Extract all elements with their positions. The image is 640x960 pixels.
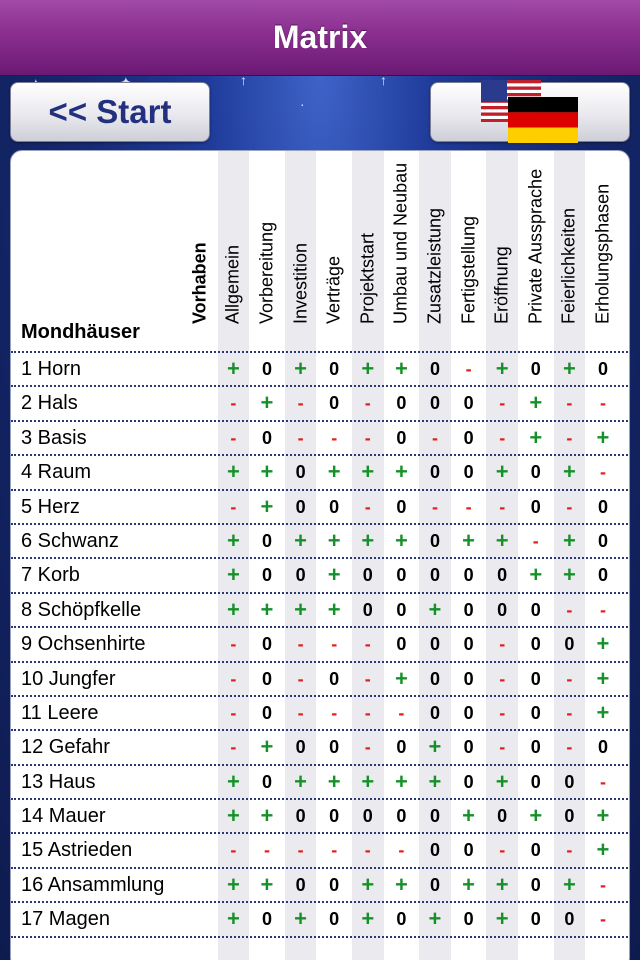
rating-cell: 0 <box>463 462 474 483</box>
table-row[interactable] <box>11 663 630 697</box>
rating-cell: 0 <box>396 599 407 620</box>
star-icon: ↑ <box>380 72 387 88</box>
rating-cell: - <box>465 496 472 517</box>
rating-cell: + <box>529 562 543 588</box>
column-header-label: Vorhaben <box>189 242 210 324</box>
rating-cell: + <box>428 768 442 794</box>
rating-cell: + <box>462 527 476 553</box>
rating-cell: 0 <box>396 634 407 655</box>
rating-cell: + <box>462 803 476 829</box>
rating-cell: + <box>394 768 408 794</box>
rating-cell: 0 <box>564 771 575 792</box>
column-header-label: Verträge <box>323 255 344 324</box>
rating-cell: + <box>226 356 240 381</box>
rating-cell: 0 <box>261 530 272 551</box>
column-header <box>217 151 251 351</box>
column-header-label: Zusatzleistung <box>424 207 445 324</box>
column-header <box>351 151 385 351</box>
rating-cell: + <box>428 596 442 622</box>
table-row[interactable] <box>11 491 630 525</box>
rating-cell: 0 <box>530 840 541 861</box>
rating-cell: 0 <box>396 565 407 586</box>
rating-cell: + <box>361 459 375 485</box>
rating-cell: 0 <box>329 909 340 930</box>
title-bar <box>0 0 640 76</box>
rating-cell: 0 <box>295 874 306 895</box>
rating-cell: + <box>327 459 341 485</box>
rating-cell: - <box>230 840 237 861</box>
language-toggle-button[interactable] <box>430 82 630 142</box>
rating-cell: - <box>499 427 506 448</box>
rating-cell: - <box>566 737 573 758</box>
column-header-label: Umbau und Neubau <box>390 162 411 324</box>
rating-cell: - <box>431 427 438 448</box>
table-row[interactable] <box>11 456 630 490</box>
rating-cell: - <box>230 427 237 448</box>
rating-cell: + <box>327 596 341 622</box>
rating-cell: + <box>462 871 476 897</box>
rating-cell: 0 <box>295 737 306 758</box>
rating-cell: - <box>599 771 606 792</box>
rating-cell: + <box>394 527 408 553</box>
table-row[interactable] <box>11 697 630 731</box>
rating-cell: 0 <box>396 909 407 930</box>
rating-cell: 0 <box>396 393 407 414</box>
rating-cell: 0 <box>396 496 407 517</box>
column-header-label: Projektstart <box>357 232 378 324</box>
rating-cell: 0 <box>463 840 474 861</box>
rating-cell: 0 <box>429 634 440 655</box>
rating-cell: 0 <box>530 737 541 758</box>
table-row[interactable] <box>11 834 630 868</box>
rating-cell: 0 <box>362 599 373 620</box>
rating-cell: 0 <box>597 359 608 379</box>
rating-cell: 0 <box>429 806 440 827</box>
rating-cell: - <box>566 702 573 723</box>
rating-cell: - <box>499 496 506 517</box>
row-name: 14 Mauer <box>21 805 106 828</box>
table-body <box>11 353 630 938</box>
row-name: 9 Ochsenhirte <box>21 633 146 656</box>
start-button-label: << Start <box>48 93 172 130</box>
rating-cell: 0 <box>429 840 440 861</box>
rating-cell: - <box>230 496 237 517</box>
rating-cell: 0 <box>463 634 474 655</box>
rating-cell: - <box>566 840 573 861</box>
rating-cell: - <box>431 496 438 517</box>
rating-cell: + <box>260 734 274 760</box>
table-row[interactable] <box>11 559 630 593</box>
row-name: 2 Hals <box>21 392 78 415</box>
rating-cell: - <box>499 634 506 655</box>
rating-cell: + <box>596 424 610 450</box>
rating-cell: - <box>364 634 371 655</box>
row-header-label: Mondhäuser <box>21 321 140 343</box>
rating-cell: 0 <box>564 634 575 655</box>
column-header-label: Feierlichkeiten <box>558 207 579 324</box>
rating-cell: - <box>566 668 573 689</box>
rating-cell: 0 <box>530 909 541 930</box>
rating-cell: + <box>294 356 308 381</box>
rating-cell: 0 <box>429 668 440 689</box>
rating-cell: 0 <box>261 668 272 689</box>
rating-cell: - <box>566 496 573 517</box>
rating-cell: 0 <box>597 496 608 517</box>
star-icon: ↑ <box>240 72 247 88</box>
table-row[interactable] <box>11 800 630 834</box>
matrix-table <box>10 150 630 960</box>
row-name: 7 Korb <box>21 564 80 587</box>
table-row[interactable] <box>11 766 630 800</box>
rating-cell: + <box>226 871 240 897</box>
rating-cell: - <box>566 599 573 620</box>
rating-cell: 0 <box>261 565 272 586</box>
rating-cell: 0 <box>530 668 541 689</box>
rating-cell: + <box>226 527 240 553</box>
table-row[interactable] <box>11 525 630 559</box>
rating-cell: + <box>294 768 308 794</box>
rating-cell: 0 <box>261 634 272 655</box>
rating-cell: 0 <box>463 702 474 723</box>
rating-cell: + <box>596 631 610 657</box>
rating-cell: - <box>297 668 304 689</box>
rating-cell: 0 <box>530 462 541 483</box>
column-header <box>452 151 486 351</box>
rating-cell: 0 <box>429 393 440 414</box>
row-name: 17 Magen <box>21 908 110 931</box>
rating-cell: 0 <box>463 427 474 448</box>
rating-cell: 0 <box>261 771 272 792</box>
rating-cell: 0 <box>429 565 440 586</box>
row-name: 8 Schöpfkelle <box>21 598 142 621</box>
column-header <box>418 151 452 351</box>
rating-cell: - <box>364 496 371 517</box>
rating-cell: + <box>495 356 509 381</box>
rating-cell: + <box>226 562 240 588</box>
rating-cell: 0 <box>530 702 541 723</box>
rating-cell: - <box>297 427 304 448</box>
rating-cell: 0 <box>429 530 440 551</box>
rating-cell: 0 <box>497 565 508 586</box>
rating-cell: 0 <box>362 565 373 586</box>
rating-cell: 0 <box>463 393 474 414</box>
rating-cell: - <box>599 393 606 414</box>
rating-cell: + <box>495 871 509 897</box>
rating-cell: + <box>394 459 408 485</box>
column-header <box>553 151 587 351</box>
rating-cell: - <box>499 393 506 414</box>
rating-cell: 0 <box>329 496 340 517</box>
rating-cell: + <box>529 803 543 829</box>
rating-cell: + <box>596 699 610 725</box>
rating-cell: + <box>394 871 408 897</box>
row-name: 3 Basis <box>21 426 87 449</box>
rating-cell: - <box>297 840 304 861</box>
column-header <box>250 151 284 351</box>
table-row[interactable] <box>11 353 630 387</box>
row-name: 10 Jungfer <box>21 667 116 690</box>
rating-cell: - <box>263 840 270 861</box>
rating-cell: 0 <box>261 702 272 723</box>
rating-cell: 0 <box>463 771 474 792</box>
row-name: 16 Ansammlung <box>21 873 165 896</box>
rating-cell: + <box>361 527 375 553</box>
rating-cell: 0 <box>329 359 340 379</box>
rating-cell: + <box>495 459 509 485</box>
rating-cell: + <box>226 906 240 932</box>
row-name: 12 Gefahr <box>21 736 110 759</box>
rating-cell: + <box>596 665 610 691</box>
rating-cell: + <box>562 356 576 381</box>
table-row[interactable] <box>11 387 630 421</box>
rating-cell: + <box>394 665 408 691</box>
rating-cell: 0 <box>396 427 407 448</box>
column-header <box>317 151 351 351</box>
rating-cell: 0 <box>497 806 508 827</box>
rating-cell: 0 <box>329 393 340 414</box>
rating-cell: + <box>495 527 509 553</box>
row-name: 11 Leere <box>21 701 99 724</box>
rating-cell: - <box>364 702 371 723</box>
rating-cell: 0 <box>463 599 474 620</box>
rating-cell: - <box>331 840 338 861</box>
rating-cell: + <box>495 768 509 794</box>
rating-cell: + <box>394 356 408 381</box>
column-header <box>485 151 519 351</box>
rating-cell: + <box>361 871 375 897</box>
rating-cell: 0 <box>463 668 474 689</box>
rating-cell: + <box>294 596 308 622</box>
rating-cell: 0 <box>497 599 508 620</box>
rating-cell: - <box>566 427 573 448</box>
rating-cell: + <box>361 906 375 932</box>
rating-cell: 0 <box>329 806 340 827</box>
rating-cell: + <box>260 803 274 829</box>
rating-cell: - <box>599 874 606 895</box>
rating-cell: + <box>562 527 576 553</box>
rating-cell: - <box>331 427 338 448</box>
rating-cell: 0 <box>295 462 306 483</box>
rating-cell: - <box>499 737 506 758</box>
rating-cell: + <box>562 871 576 897</box>
rating-cell: 0 <box>564 909 575 930</box>
rating-cell: 0 <box>597 530 608 551</box>
rating-cell: - <box>230 668 237 689</box>
rating-cell: + <box>226 596 240 622</box>
rating-cell: 0 <box>295 496 306 517</box>
rating-cell: + <box>596 837 610 863</box>
column-header-label: Erholungsphasen <box>592 183 613 324</box>
rating-cell: - <box>499 840 506 861</box>
rating-cell: - <box>331 702 338 723</box>
row-name: 1 Horn <box>21 358 82 380</box>
rating-cell: - <box>398 840 405 861</box>
row-name: 4 Raum <box>21 461 92 484</box>
table-header <box>11 151 630 351</box>
column-header <box>284 151 318 351</box>
rating-cell: + <box>294 906 308 932</box>
rating-cell: 0 <box>329 874 340 895</box>
rating-cell: 0 <box>396 806 407 827</box>
rating-cell: - <box>566 393 573 414</box>
rating-cell: - <box>398 702 405 723</box>
rating-cell: + <box>361 768 375 794</box>
row-name: 13 Haus <box>21 770 96 793</box>
rating-cell: 0 <box>530 634 541 655</box>
rating-cell: + <box>596 803 610 829</box>
rating-cell: 0 <box>564 806 575 827</box>
table-row[interactable] <box>11 422 630 456</box>
rating-cell: - <box>599 909 606 930</box>
rating-cell: + <box>428 734 442 760</box>
rating-cell: - <box>230 634 237 655</box>
rating-cell: - <box>297 393 304 414</box>
rating-cell: 0 <box>429 462 440 483</box>
rating-cell: + <box>562 459 576 485</box>
rating-cell: - <box>364 737 371 758</box>
table-row[interactable] <box>11 731 630 765</box>
rating-cell: 0 <box>463 909 474 930</box>
rating-cell: 0 <box>396 737 407 758</box>
column-header-label: Eröffnung <box>491 246 512 324</box>
rating-cell: - <box>297 702 304 723</box>
rating-cell: 0 <box>463 565 474 586</box>
rating-cell: + <box>294 527 308 553</box>
rating-cell: + <box>226 459 240 485</box>
rating-cell: - <box>532 530 539 551</box>
rating-cell: - <box>297 634 304 655</box>
column-header <box>183 151 217 351</box>
rating-cell: - <box>499 702 506 723</box>
column-header <box>519 151 553 351</box>
rating-cell: + <box>226 803 240 829</box>
rating-cell: - <box>331 634 338 655</box>
row-name: 6 Schwanz <box>21 529 119 552</box>
rating-cell: 0 <box>429 874 440 895</box>
rating-cell: + <box>260 596 274 622</box>
rating-cell: - <box>499 668 506 689</box>
rating-cell: + <box>529 424 543 450</box>
rating-cell: 0 <box>530 359 541 379</box>
row-name: 5 Herz <box>21 495 80 518</box>
rating-cell: + <box>361 356 375 381</box>
rating-cell: - <box>364 840 371 861</box>
table-row[interactable] <box>11 869 630 903</box>
column-header-label: Investition <box>290 242 311 324</box>
rating-cell: - <box>364 668 371 689</box>
rating-cell: + <box>327 562 341 588</box>
column-header-label: Allgemein <box>222 244 243 324</box>
rating-cell: + <box>260 459 274 485</box>
rating-cell: 0 <box>530 496 541 517</box>
table-row[interactable] <box>11 594 630 628</box>
rating-cell: + <box>495 906 509 932</box>
rating-cell: - <box>465 359 472 379</box>
rating-cell: - <box>599 462 606 483</box>
rating-cell: - <box>230 737 237 758</box>
rating-cell: 0 <box>530 771 541 792</box>
table-row[interactable] <box>11 903 630 937</box>
rating-cell: + <box>260 493 274 519</box>
rating-cell: + <box>562 562 576 588</box>
rating-cell: + <box>260 390 274 416</box>
rating-cell: 0 <box>329 668 340 689</box>
star-icon: · <box>300 96 305 112</box>
start-button[interactable] <box>10 82 210 142</box>
flag-de-icon <box>508 97 578 143</box>
table-row[interactable] <box>11 628 630 662</box>
rating-cell: + <box>327 527 341 553</box>
rating-cell: + <box>260 871 274 897</box>
rating-cell: - <box>364 427 371 448</box>
rating-cell: 0 <box>261 427 272 448</box>
rating-cell: + <box>226 768 240 794</box>
rating-cell: 0 <box>530 599 541 620</box>
rating-cell: + <box>327 768 341 794</box>
rating-cell: + <box>529 390 543 416</box>
column-header-label: Fertigstellung <box>458 215 479 324</box>
rating-cell: 0 <box>463 737 474 758</box>
rating-cell: - <box>599 599 606 620</box>
column-header <box>586 151 620 351</box>
rating-cell: 0 <box>597 565 608 586</box>
rating-cell: - <box>230 702 237 723</box>
column-header-label: Private Aussprache <box>525 168 546 324</box>
column-header <box>385 151 419 351</box>
rating-cell: + <box>428 906 442 932</box>
rating-cell: 0 <box>362 806 373 827</box>
rating-cell: 0 <box>261 909 272 930</box>
rating-cell: - <box>364 393 371 414</box>
rating-cell: 0 <box>530 874 541 895</box>
column-header-label: Vorbereitung <box>256 221 277 324</box>
rating-cell: 0 <box>295 565 306 586</box>
rating-cell: 0 <box>429 359 440 379</box>
row-name: 15 Astrieden <box>21 839 133 862</box>
rating-cell: - <box>230 393 237 414</box>
rating-cell: 0 <box>295 806 306 827</box>
rating-cell: 0 <box>329 737 340 758</box>
page-title: Matrix <box>272 19 368 55</box>
rating-cell: 0 <box>429 702 440 723</box>
rating-cell: 0 <box>597 737 608 758</box>
rating-cell: 0 <box>261 359 272 379</box>
